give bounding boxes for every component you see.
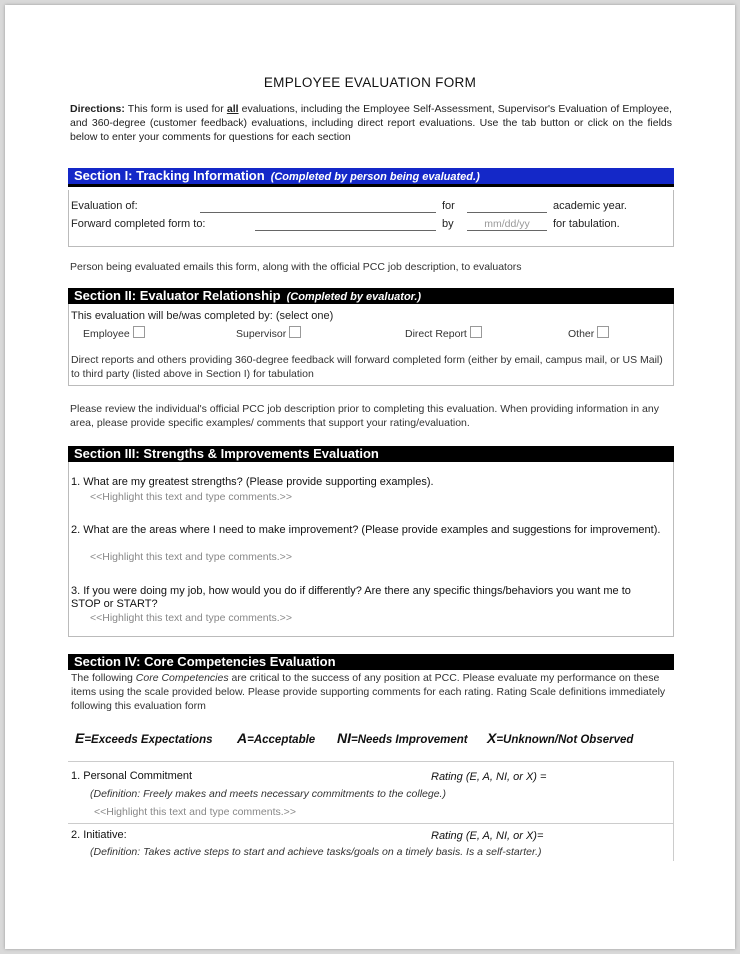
competencies-intro xyxy=(71,671,667,713)
item-2-definition: (Definition: Takes active steps to start and achieve tasks/goals on a timely basis. Is a self-starter.) xyxy=(90,846,542,858)
item-2-label: 2. Initiative: xyxy=(71,829,127,841)
option-other-label: Other xyxy=(568,328,595,340)
academic-year-label: academic year. xyxy=(553,200,627,212)
scale-e xyxy=(75,730,213,746)
section-1-header xyxy=(68,168,674,187)
scale-e-label: =Exceeds Expectations xyxy=(84,734,213,746)
option-supervisor[interactable] xyxy=(236,326,301,340)
intro-text-a: The following xyxy=(71,672,133,684)
option-employee[interactable] xyxy=(83,326,145,340)
item-1-rating[interactable]: Rating (E, A, NI, or X) = xyxy=(431,771,547,783)
form-title: EMPLOYEE EVALUATION FORM xyxy=(263,75,477,90)
item-1-comment[interactable]: <<Highlight this text and type comments.>> xyxy=(94,806,296,818)
item-1-label: 1. Personal Commitment xyxy=(71,770,193,782)
evaluation-of-field[interactable] xyxy=(200,212,436,213)
directions-label: Directions: xyxy=(70,103,125,115)
section-2-header xyxy=(68,288,674,304)
section-1-title: Section I: Tracking Information xyxy=(74,168,265,183)
direct-report-checkbox[interactable] xyxy=(470,326,482,338)
question-2: 2. What are the areas where I need to make improvement? (Please provide examples and suggestions for improvement). xyxy=(71,524,661,536)
divider-1 xyxy=(68,761,674,762)
review-note: Please review the individual's official PCC job description prior to completing this evaluation. When providing information in any area, please provide specific examples/ comments that support your rating/evaluation. xyxy=(70,403,659,429)
for-label: for xyxy=(442,200,455,212)
form-page xyxy=(5,5,735,949)
intro-text-b: are critical to the success of any position at PCC. Please evaluate my performance on these items using the scale provided below. Please provide supporting comments for each rating. Rating Scale definitions immediately following this evaluation form xyxy=(71,672,666,712)
question-3-comment[interactable]: <<Highlight this text and type comments.>> xyxy=(90,612,292,624)
evaluator-question: This evaluation will be/was completed by: (select one) xyxy=(71,310,334,322)
question-1-comment[interactable]: <<Highlight this text and type comments.>> xyxy=(90,491,292,503)
option-employee-label: Employee xyxy=(83,328,130,340)
question-2-comment[interactable]: <<Highlight this text and type comments.>> xyxy=(90,551,292,563)
option-direct-report[interactable] xyxy=(405,326,482,340)
forward-to-field[interactable] xyxy=(255,230,436,231)
section-3-title: Section III: Strengths & Improvements Evaluation xyxy=(74,446,379,461)
evaluation-of-label: Evaluation of: xyxy=(71,200,138,212)
item-2-rating[interactable]: Rating (E, A, NI, or X)= xyxy=(431,830,544,842)
section-2-title: Section II: Evaluator Relationship xyxy=(74,288,281,303)
directions-all: all xyxy=(226,103,239,115)
feedback-note: Direct reports and others providing 360-degree feedback will forward completed form (either by email, campus mail, or US Mail) to third party (listed above in Section I) for tabulation xyxy=(71,354,663,380)
item-1-definition: (Definition: Freely makes and meets necessary commitments to the college.) xyxy=(90,788,446,800)
scale-x xyxy=(487,730,633,746)
for-tabulation-label: for tabulation. xyxy=(553,218,620,230)
section-3-header xyxy=(68,446,674,462)
section-2-subtitle: (Completed by evaluator.) xyxy=(286,291,422,303)
scale-ni xyxy=(337,730,468,746)
scale-a-key: A xyxy=(237,730,248,746)
forward-to-label: Forward completed form to: xyxy=(71,218,206,230)
by-label: by xyxy=(442,218,454,230)
scale-x-label: =Unknown/Not Observed xyxy=(496,734,634,746)
scale-ni-label: =Needs Improvement xyxy=(351,734,468,746)
supervisor-checkbox[interactable] xyxy=(289,326,301,338)
directions-text-b: evaluations, including the Employee Self-Assessment, Supervisor's Evaluation of Employee, and 360-degree (customer feedback) evaluations, including direct report evaluations. Use the tab button or click on the fields below to enter your comments for questions for each section xyxy=(70,103,672,143)
divider-2 xyxy=(68,823,674,824)
question-3: 3. If you were doing my job, how would you do if differently? Are there any specific things/behaviors you want me to STOP or START? xyxy=(71,585,631,610)
section-4-header xyxy=(68,654,674,670)
question-1: 1. What are my greatest strengths? (Please provide supporting examples). xyxy=(71,476,434,488)
academic-year-field[interactable] xyxy=(467,212,547,213)
employee-checkbox[interactable] xyxy=(133,326,145,338)
directions xyxy=(70,102,672,144)
scale-a-label: =Acceptable xyxy=(247,734,316,746)
option-supervisor-label: Supervisor xyxy=(236,328,287,340)
scale-x-key: X xyxy=(487,730,497,746)
option-direct-report-label: Direct Report xyxy=(405,328,467,340)
date-field[interactable]: mm/dd/yy xyxy=(467,218,547,231)
directions-text-a: This form is used for xyxy=(127,103,224,115)
intro-core-competencies: Core Competencies xyxy=(135,672,229,684)
other-checkbox[interactable] xyxy=(597,326,609,338)
section-1-subtitle: (Completed by person being evaluated.) xyxy=(270,171,480,183)
option-other[interactable] xyxy=(568,326,609,340)
note-emails-evaluators: Person being evaluated emails this form, along with the official PCC job description, to evaluators xyxy=(70,261,522,273)
scale-a xyxy=(237,730,315,746)
section-4-right-border xyxy=(673,761,674,861)
section-4-title: Section IV: Core Competencies Evaluation xyxy=(74,654,336,669)
scale-ni-key: NI xyxy=(337,730,351,746)
scale-e-key: E xyxy=(75,730,85,746)
